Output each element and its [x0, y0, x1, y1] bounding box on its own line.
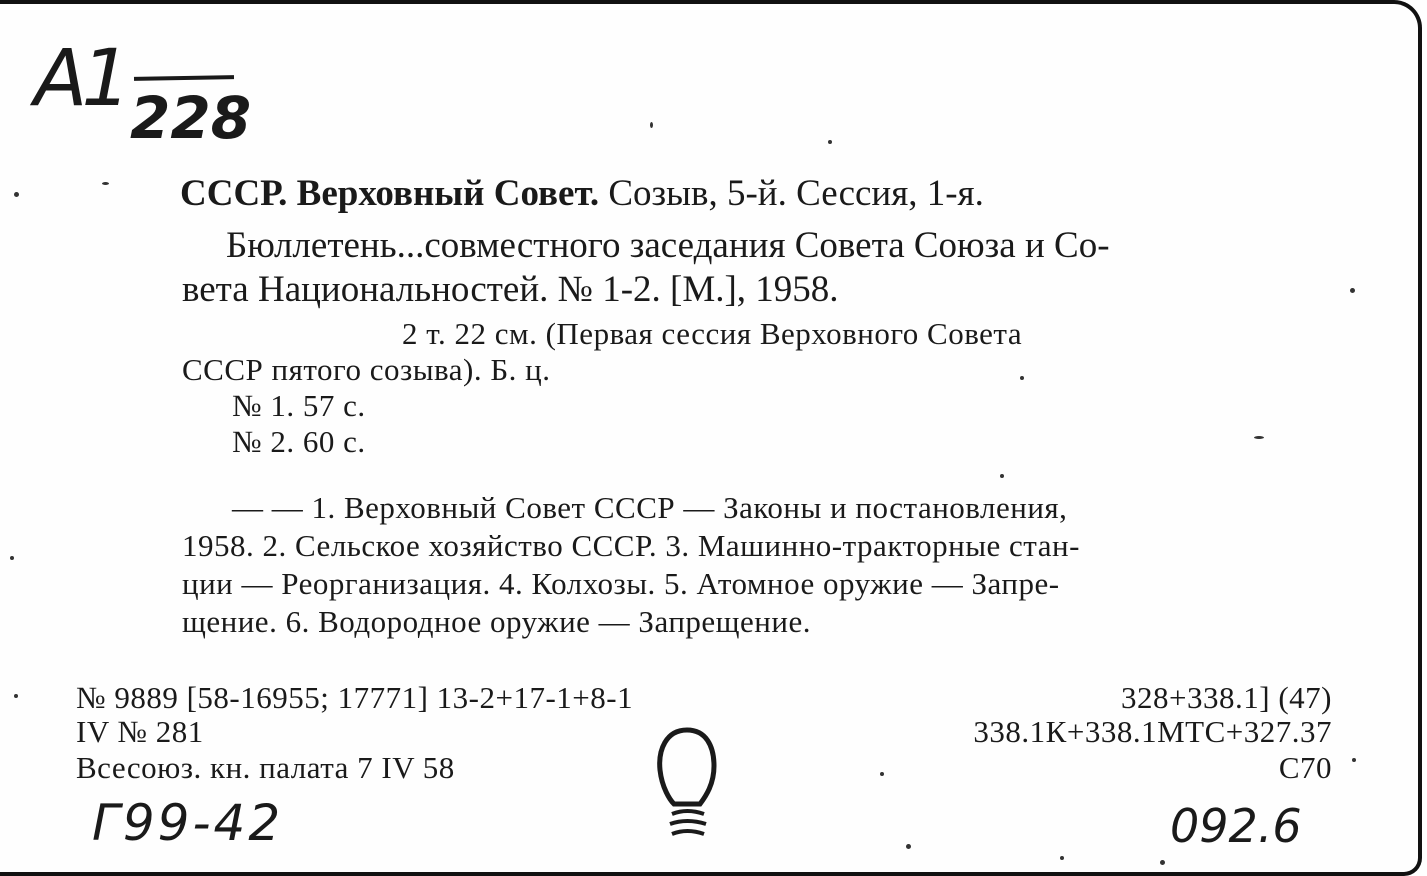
entry-issue-1: № 1. 57 с.: [232, 388, 366, 423]
entry-description-line2: СССР пятого созыва). Б. ц.: [182, 352, 551, 387]
subjects-line4: щение. 6. Водородное оружие — Запрещение.: [182, 604, 811, 639]
speck: [1060, 856, 1064, 860]
library-stamp-icon: [652, 722, 722, 842]
shelf-mark-prefix: А1: [34, 34, 125, 124]
footer-right-line1: 328+338.1] (47): [1121, 680, 1332, 715]
speck: [102, 182, 109, 185]
speck: [650, 122, 653, 128]
entry-heading-rest: Созыв, 5-й. Сессия, 1-я.: [608, 173, 984, 214]
handwritten-bottom-right: 092.6: [1170, 799, 1302, 853]
footer-left-line3: Всесоюз. кн. палата 7 IV 58: [76, 750, 455, 785]
footer-right-line2: 338.1К+338.1МТС+327.37: [973, 714, 1332, 749]
handwritten-bottom-left: Г99-42: [92, 794, 284, 852]
shelf-mark-number: 228: [130, 84, 252, 152]
subjects-line3: ции — Реорганизация. 4. Колхозы. 5. Атомное оружие — Запре-: [182, 566, 1060, 601]
speck: [906, 844, 911, 849]
speck: [14, 192, 19, 197]
speck: [1000, 474, 1004, 478]
entry-description-line1: 2 т. 22 см. (Первая сессия Верховного Совета: [402, 316, 1023, 351]
speck: [1254, 436, 1264, 439]
speck: [1350, 288, 1355, 293]
footer-right-line3: С70: [1278, 750, 1332, 785]
speck: [1020, 376, 1024, 380]
footer-left-line1: № 9889 [58-16955; 17771] 13-2+17-1+8-1: [76, 680, 634, 715]
speck: [14, 694, 18, 698]
entry-heading-bold: СССР. Верховный Совет.: [180, 173, 600, 214]
entry-title-line2: вета Национальностей. № 1-2. [М.], 1958.: [182, 269, 839, 310]
speck: [1352, 758, 1356, 762]
speck: [880, 772, 884, 776]
speck: [1160, 860, 1165, 865]
entry-heading: [180, 174, 984, 214]
speck: [828, 140, 832, 144]
entry-title-line1: Бюллетень...совместного заседания Совета Союза и Со-: [226, 225, 1110, 266]
speck: [10, 556, 14, 560]
entry-issue-2: № 2. 60 с.: [232, 424, 366, 459]
footer-left-line2: IV № 281: [76, 714, 204, 749]
subjects-line1: — — 1. Верховный Совет СССР — Законы и постановления,: [232, 490, 1068, 525]
subjects-line2: 1958. 2. Сельское хозяйство СССР. 3. Машинно-тракторные стан-: [182, 528, 1080, 563]
shelf-mark-bar: [134, 75, 234, 81]
